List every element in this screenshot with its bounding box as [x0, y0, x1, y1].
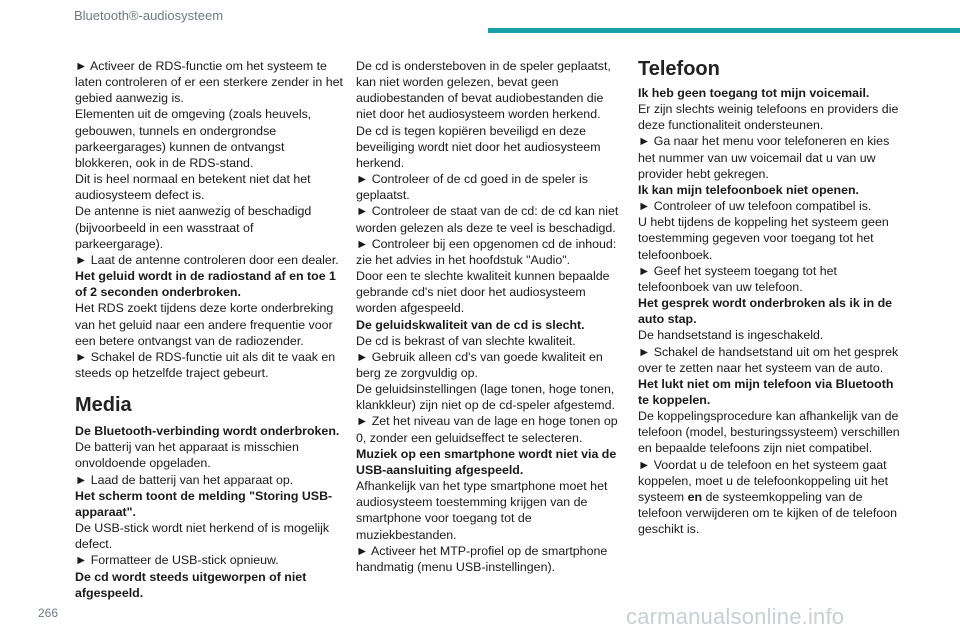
question-heading: De cd wordt steeds uitgeworpen of niet afgespeeld. — [75, 569, 307, 600]
header-title: Bluetooth®-audiosysteem — [74, 8, 224, 23]
paragraph: ► Ga naar het menu voor telefoneren en kies het nummer van uw voicemail dat u van uw provider hebt gekregen. — [638, 134, 890, 181]
paragraph: De batterij van het apparaat is misschien onvoldoende opgeladen. — [75, 440, 299, 471]
question-heading: Muziek op een smartphone wordt niet via de USB-aansluiting afgespeeld. — [356, 446, 617, 477]
section-heading-telefoon: Telefoon — [638, 58, 720, 80]
column-2 — [356, 58, 624, 575]
text-run: ► Voordat u de telefoon en het systeem gaat koppelen, moet u de telefoonkoppeling uit het systeem — [638, 457, 889, 504]
watermark: carmanualsonline.info — [626, 604, 845, 629]
question-heading: Het geluid wordt in de radiostand af en toe 1 of 2 seconden onderbroken. — [75, 269, 336, 300]
paragraph: Door een te slechte kwaliteit kunnen bepaalde gebrande cd's niet door het audiosysteem worden afgespeeld. — [356, 269, 610, 316]
paragraph: De cd is bekrast of van slechte kwaliteit. — [356, 333, 576, 348]
paragraph: De koppelingsprocedure kan afhankelijk van de telefoon (model, besturingssysteem) verschillen en bepaalde telefoons zijn niet compatibel. — [638, 409, 900, 456]
question-heading: Het gesprek wordt onderbroken als ik in de auto stap. — [638, 296, 893, 327]
question-heading: De geluidskwaliteit van de cd is slecht. — [356, 317, 585, 332]
paragraph: ► Laad de batterij van het apparaat op. — [75, 472, 294, 487]
paragraph: Er zijn slechts weinig telefoons en providers die deze functionaliteit ondersteunen. — [638, 102, 899, 133]
paragraph: ► Activeer de RDS-functie om het systeem te laten controleren of er een sterkere zender in het gebied aanwezig is. — [75, 59, 343, 106]
paragraph: De cd is ondersteboven in de speler geplaatst, kan niet worden gelezen, bevat geen audiobestanden of bevat audiobestanden die niet door het audiosysteem worden herkend. — [356, 59, 611, 122]
question-heading: Het scherm toont de melding "Storing USB-apparaat". — [75, 488, 333, 519]
paragraph: De cd is tegen kopiëren beveiligd en deze beveiliging wordt niet door het audiosysteem herkend. — [356, 123, 601, 170]
paragraph: De antenne is niet aanwezig of beschadigd (bijvoorbeeld in een wasstraat of parkeergarage). — [75, 204, 312, 251]
paragraph: ► Schakel de RDS-functie uit als dit te vaak en steeds op hetzelfde traject gebeurt. — [75, 349, 336, 380]
header-accent-bar — [488, 28, 960, 33]
column-1 — [75, 58, 343, 601]
question-heading: De Bluetooth-verbinding wordt onderbroken. — [75, 424, 340, 439]
paragraph: De handsetstand is ingeschakeld. — [638, 328, 824, 343]
paragraph: De geluidsinstellingen (lage tonen, hoge tonen, klankkleur) zijn niet op de cd-speler afgestemd. — [356, 382, 615, 413]
paragraph: Afhankelijk van het type smartphone moet het audiosysteem toestemming krijgen van de smartphone voor toegang tot de muziekbestanden. — [356, 479, 608, 542]
column-3 — [638, 57, 906, 537]
paragraph: Dit is heel normaal en betekent niet dat het audiosysteem defect is. — [75, 172, 311, 203]
paragraph: Het RDS zoekt tijdens deze korte onderbreking van het geluid naar een andere frequentie voor een betere ontvangst van de radiozender. — [75, 301, 334, 348]
paragraph: ► Schakel de handsetstand uit om het gesprek over te zetten naar het systeem van de auto. — [638, 344, 899, 375]
paragraph: ► Geef het systeem toegang tot het telefoonboek van uw telefoon. — [638, 263, 837, 294]
paragraph: ► Controleer bij een opgenomen cd de inhoud: zie het advies in het hoofdstuk "Audio". — [356, 236, 617, 267]
question-heading: Het lukt niet om mijn telefoon via Bluetooth te koppelen. — [638, 376, 894, 407]
paragraph: ► Activeer het MTP-profiel op de smartphone handmatig (menu USB-instellingen). — [356, 543, 608, 574]
paragraph — [638, 457, 906, 538]
paragraph: ► Controleer of uw telefoon compatibel is. — [638, 199, 872, 214]
paragraph: De USB-stick wordt niet herkend of is mogelijk defect. — [75, 521, 330, 552]
paragraph: ► Zet het niveau van de lage en hoge tonen op 0, zonder een geluidseffect te selecteren. — [356, 414, 618, 445]
question-heading: Ik heb geen toegang tot mijn voicemail. — [638, 86, 870, 100]
paragraph: Elementen uit de omgeving (zoals heuvels, gebouwen, tunnels en ondergrondse parkeergarages) kunnen de ontvangst blokkeren, ook in de RDS-stand. — [75, 107, 312, 170]
emphasis-text: en — [687, 489, 703, 504]
question-heading: Ik kan mijn telefoonboek niet openen. — [638, 182, 859, 197]
paragraph: U hebt tijdens de koppeling het systeem geen toestemming gegeven voor toegang tot het telefoonboek. — [638, 215, 889, 262]
paragraph: ► Controleer of de cd goed in de speler is geplaatst. — [356, 172, 588, 203]
paragraph: ► Controleer de staat van de cd: de cd kan niet worden gelezen als deze te veel is beschadigd. — [356, 204, 619, 235]
page-number: 266 — [38, 606, 59, 620]
paragraph: ► Gebruik alleen cd's van goede kwaliteit en berg ze zorgvuldig op. — [356, 349, 603, 380]
text-run: de systeemkoppeling van de telefoon verwijderen om te kijken of de telefoon geschikt is. — [638, 489, 897, 537]
section-heading-media: Media — [75, 394, 132, 417]
paragraph: ► Formatteer de USB-stick opnieuw. — [75, 553, 279, 568]
paragraph: ► Laat de antenne controleren door een dealer. — [75, 252, 339, 267]
